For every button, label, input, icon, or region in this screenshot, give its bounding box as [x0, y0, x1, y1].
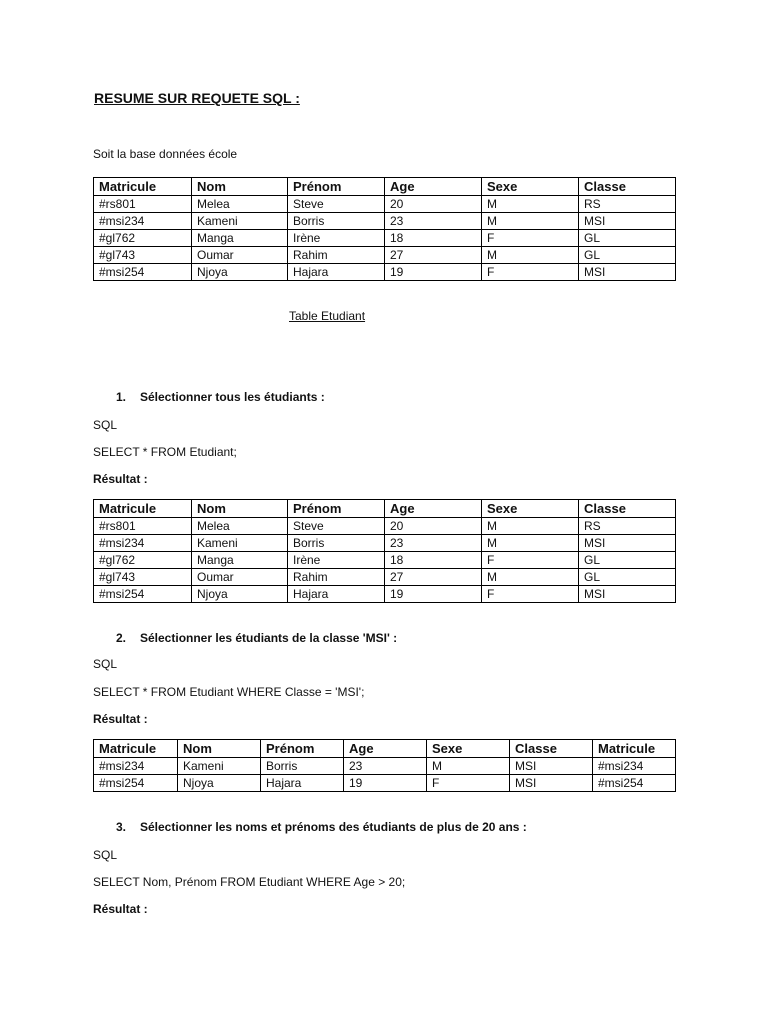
table-cell: M: [482, 535, 579, 552]
table-cell: GL: [579, 569, 676, 586]
table-etudiant: [93, 177, 676, 281]
section-number: 2.: [116, 631, 127, 645]
table-cell: Hajara: [261, 775, 344, 792]
table-cell: 23: [385, 213, 482, 230]
table-cell: #msi234: [94, 535, 192, 552]
table-cell: Njoya: [192, 264, 288, 281]
table-cell: MSI: [579, 586, 676, 603]
result-table-1: [93, 499, 676, 603]
sql-label: SQL: [93, 657, 118, 671]
table-cell: GL: [579, 247, 676, 264]
column-header: Sexe: [482, 500, 579, 518]
table-cell: 27: [385, 569, 482, 586]
table-cell: 20: [385, 518, 482, 535]
table-cell: 23: [385, 535, 482, 552]
column-header: Sexe: [427, 740, 510, 758]
table-cell: Njoya: [178, 775, 261, 792]
table-row: [94, 569, 676, 586]
result-label: Résultat :: [93, 902, 148, 916]
result-label: Résultat :: [93, 472, 148, 486]
column-header: Matricule: [94, 740, 178, 758]
table-cell: 19: [344, 775, 427, 792]
table-cell: M: [427, 758, 510, 775]
table-cell: #msi254: [94, 264, 192, 281]
table-cell: Kameni: [192, 535, 288, 552]
table-cell: M: [482, 518, 579, 535]
table-cell: #gl743: [94, 247, 192, 264]
column-header: Age: [385, 500, 482, 518]
column-header: Nom: [192, 500, 288, 518]
table-cell: Irène: [288, 552, 385, 569]
table-cell: Irène: [288, 230, 385, 247]
section-3-heading: [116, 820, 527, 834]
section-1-heading: [116, 390, 325, 404]
table-row: [94, 196, 676, 213]
table-cell: #gl743: [94, 569, 192, 586]
table-cell: #msi234: [94, 758, 178, 775]
table-header-row: [94, 740, 676, 758]
intro-text: Soit la base données école: [93, 147, 238, 161]
table-cell: F: [482, 586, 579, 603]
table-cell: 18: [385, 230, 482, 247]
table-cell: #msi254: [94, 586, 192, 603]
table-cell: MSI: [579, 213, 676, 230]
table-row: [94, 213, 676, 230]
table-cell: Njoya: [192, 586, 288, 603]
table-cell: 18: [385, 552, 482, 569]
table-cell: F: [482, 230, 579, 247]
table-cell: 20: [385, 196, 482, 213]
table-cell: #rs801: [94, 196, 192, 213]
table-cell: Steve: [288, 518, 385, 535]
table-cell: MSI: [579, 535, 676, 552]
column-header: Nom: [178, 740, 261, 758]
column-header: Classe: [510, 740, 593, 758]
document-title: RESUME SUR REQUETE SQL :: [94, 90, 300, 106]
table-cell: GL: [579, 230, 676, 247]
table-cell: #gl762: [94, 230, 192, 247]
table-cell: MSI: [579, 264, 676, 281]
table-cell: Oumar: [192, 247, 288, 264]
table-caption: Table Etudiant: [289, 309, 366, 323]
table-cell: #msi254: [94, 775, 178, 792]
table-cell: Steve: [288, 196, 385, 213]
table-cell: M: [482, 569, 579, 586]
column-header: Matricule: [94, 178, 192, 196]
table-cell: M: [482, 213, 579, 230]
table-row: [94, 586, 676, 603]
table-cell: RS: [579, 518, 676, 535]
column-header: Matricule: [94, 500, 192, 518]
result-table-2: [93, 739, 676, 792]
column-header: Classe: [579, 500, 676, 518]
table-cell: Melea: [192, 518, 288, 535]
table-row: [94, 552, 676, 569]
table-cell: Kameni: [192, 213, 288, 230]
table-cell: Borris: [288, 213, 385, 230]
sql-label: SQL: [93, 418, 118, 432]
section-heading-text: Sélectionner les noms et prénoms des étudiants de plus de 20 ans :: [140, 820, 527, 834]
table-cell: RS: [579, 196, 676, 213]
table-cell: Borris: [288, 535, 385, 552]
table-cell: #gl762: [94, 552, 192, 569]
table-row: [94, 775, 676, 792]
table-cell: 19: [385, 264, 482, 281]
table-cell: Oumar: [192, 569, 288, 586]
table-cell: Rahim: [288, 569, 385, 586]
table-cell: Manga: [192, 230, 288, 247]
table-cell: F: [427, 775, 510, 792]
table-row: [94, 264, 676, 281]
table-cell: 27: [385, 247, 482, 264]
table-cell: #rs801: [94, 518, 192, 535]
table-row: [94, 247, 676, 264]
section-heading-text: Sélectionner les étudiants de la classe 'MSI' :: [140, 631, 398, 645]
table-cell: M: [482, 247, 579, 264]
table-cell: MSI: [510, 775, 593, 792]
sql-query: SELECT Nom, Prénom FROM Etudiant WHERE Age > 20;: [93, 875, 406, 889]
table-cell: F: [482, 264, 579, 281]
section-number: 1.: [116, 390, 127, 404]
table-cell: Rahim: [288, 247, 385, 264]
column-header: Matricule: [593, 740, 676, 758]
sql-query: SELECT * FROM Etudiant WHERE Classe = 'MSI';: [93, 685, 365, 699]
table-cell: F: [482, 552, 579, 569]
table-cell: 23: [344, 758, 427, 775]
result-label: Résultat :: [93, 712, 148, 726]
table-cell: GL: [579, 552, 676, 569]
table-row: [94, 230, 676, 247]
column-header: Age: [385, 178, 482, 196]
table-cell: #msi254: [593, 775, 676, 792]
column-header: Prénom: [288, 178, 385, 196]
section-heading-text: Sélectionner tous les étudiants :: [140, 390, 325, 404]
table-row: [94, 758, 676, 775]
table-cell: #msi234: [94, 213, 192, 230]
sql-label: SQL: [93, 848, 118, 862]
table-cell: MSI: [510, 758, 593, 775]
column-header: Age: [344, 740, 427, 758]
column-header: Nom: [192, 178, 288, 196]
table-row: [94, 518, 676, 535]
section-2-heading: [116, 631, 397, 645]
table-cell: M: [482, 196, 579, 213]
table-row: [94, 535, 676, 552]
column-header: Classe: [579, 178, 676, 196]
column-header: Prénom: [288, 500, 385, 518]
column-header: Sexe: [482, 178, 579, 196]
table-header-row: [94, 178, 676, 196]
table-cell: Hajara: [288, 264, 385, 281]
table-cell: 19: [385, 586, 482, 603]
table-header-row: [94, 500, 676, 518]
column-header: Prénom: [261, 740, 344, 758]
sql-query: SELECT * FROM Etudiant;: [93, 445, 237, 459]
table-cell: Kameni: [178, 758, 261, 775]
table-cell: Borris: [261, 758, 344, 775]
table-cell: #msi234: [593, 758, 676, 775]
table-cell: Hajara: [288, 586, 385, 603]
table-cell: Melea: [192, 196, 288, 213]
section-number: 3.: [116, 820, 127, 834]
table-cell: Manga: [192, 552, 288, 569]
